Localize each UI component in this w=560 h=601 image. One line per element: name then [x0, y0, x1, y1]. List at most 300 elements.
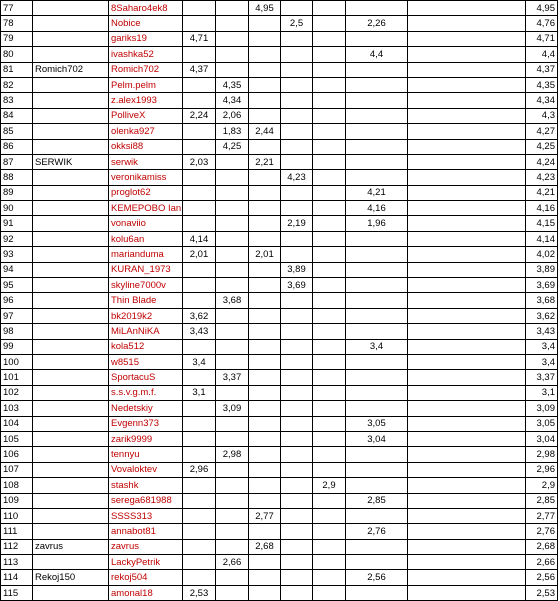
score-cell: [346, 62, 408, 77]
score-cell: [408, 370, 526, 385]
group-cell: Romich702: [33, 62, 109, 77]
score-cell: [346, 170, 408, 185]
score-cell: [281, 478, 313, 493]
table-row: [1, 185, 558, 200]
table-row: [1, 62, 558, 77]
rank-cell: 85: [1, 124, 33, 139]
table-row: [1, 570, 558, 585]
score-cell: [313, 185, 346, 200]
score-cell: 2,26: [346, 16, 408, 31]
score-cell: [216, 1, 249, 16]
score-cell: [313, 416, 346, 431]
player-name-cell: w8515: [109, 354, 183, 369]
score-cell: [281, 93, 313, 108]
score-cell: [183, 370, 216, 385]
table-row: [1, 508, 558, 523]
score-cell: [281, 231, 313, 246]
score-cell: [313, 93, 346, 108]
rank-cell: 110: [1, 508, 33, 523]
group-cell: [33, 508, 109, 523]
table-row: [1, 31, 558, 46]
player-name-cell: LackyPetrik: [109, 555, 183, 570]
score-cell: [281, 77, 313, 92]
score-cell: [281, 524, 313, 539]
group-cell: [33, 124, 109, 139]
total-cell: 4,23: [526, 170, 558, 185]
score-cell: 3,43: [183, 324, 216, 339]
rank-cell: 96: [1, 293, 33, 308]
score-cell: [408, 524, 526, 539]
total-cell: 4,24: [526, 154, 558, 169]
score-cell: [183, 47, 216, 62]
score-cell: 4,71: [183, 31, 216, 46]
player-name-cell: KEMEPOBO Ian: [109, 201, 183, 216]
score-cell: [216, 216, 249, 231]
score-cell: [183, 524, 216, 539]
score-cell: [249, 354, 281, 369]
score-cell: [313, 324, 346, 339]
group-cell: [33, 401, 109, 416]
score-cell: [346, 1, 408, 16]
score-cell: [346, 247, 408, 262]
score-cell: [281, 293, 313, 308]
group-cell: [33, 216, 109, 231]
rank-cell: 88: [1, 170, 33, 185]
score-cell: [216, 462, 249, 477]
rank-cell: 115: [1, 585, 33, 600]
score-cell: [408, 431, 526, 446]
score-cell: [408, 16, 526, 31]
player-name-cell: 8Saharo4ek8: [109, 1, 183, 16]
score-cell: [249, 524, 281, 539]
table-row: [1, 231, 558, 246]
score-cell: 2,03: [183, 154, 216, 169]
group-cell: [33, 1, 109, 16]
score-cell: 1,96: [346, 216, 408, 231]
score-cell: [249, 555, 281, 570]
rank-cell: 114: [1, 570, 33, 585]
score-cell: [216, 154, 249, 169]
score-cell: [249, 431, 281, 446]
player-name-cell: gariks19: [109, 31, 183, 46]
total-cell: 2,66: [526, 555, 558, 570]
player-name-cell: MiLAnNiKA: [109, 324, 183, 339]
rank-cell: 79: [1, 31, 33, 46]
score-cell: 3,62: [183, 308, 216, 323]
score-cell: [408, 278, 526, 293]
total-cell: 4,4: [526, 47, 558, 62]
score-cell: [216, 308, 249, 323]
player-name-cell: PolliveX: [109, 108, 183, 123]
score-cell: 2,21: [249, 154, 281, 169]
score-cell: [249, 170, 281, 185]
table-row: [1, 93, 558, 108]
score-cell: [281, 585, 313, 600]
score-cell: [183, 16, 216, 31]
score-cell: 4,14: [183, 231, 216, 246]
score-cell: [313, 447, 346, 462]
table-row: [1, 47, 558, 62]
player-name-cell: olenka927: [109, 124, 183, 139]
score-cell: [346, 478, 408, 493]
table-row: [1, 339, 558, 354]
score-cell: [216, 324, 249, 339]
player-name-cell: Nobice: [109, 16, 183, 31]
table-row: [1, 247, 558, 262]
rank-cell: 80: [1, 47, 33, 62]
rank-cell: 87: [1, 154, 33, 169]
score-cell: 4,25: [216, 139, 249, 154]
score-cell: [249, 370, 281, 385]
score-cell: 2,56: [346, 570, 408, 585]
group-cell: [33, 524, 109, 539]
score-cell: [183, 293, 216, 308]
score-cell: [408, 124, 526, 139]
player-name-cell: amonal18: [109, 585, 183, 600]
score-cell: [249, 93, 281, 108]
score-cell: [281, 431, 313, 446]
rank-cell: 93: [1, 247, 33, 262]
rank-cell: 109: [1, 493, 33, 508]
group-cell: [33, 201, 109, 216]
score-cell: [313, 62, 346, 77]
score-cell: [346, 262, 408, 277]
score-cell: 4,34: [216, 93, 249, 108]
player-name-cell: Vovaloktev: [109, 462, 183, 477]
score-cell: [313, 508, 346, 523]
score-cell: [216, 431, 249, 446]
score-cell: 2,5: [281, 16, 313, 31]
table-row: [1, 585, 558, 600]
score-cell: [249, 62, 281, 77]
score-cell: [313, 585, 346, 600]
score-cell: [249, 339, 281, 354]
player-name-cell: zarik9999: [109, 431, 183, 446]
group-cell: [33, 278, 109, 293]
score-cell: [408, 401, 526, 416]
score-cell: 2,01: [183, 247, 216, 262]
table-row: [1, 1, 558, 16]
group-cell: [33, 262, 109, 277]
score-cell: [313, 385, 346, 400]
rank-cell: 77: [1, 1, 33, 16]
score-cell: 4,95: [249, 1, 281, 16]
score-cell: [408, 539, 526, 554]
group-cell: [33, 16, 109, 31]
table-row: [1, 401, 558, 416]
score-cell: [408, 77, 526, 92]
table-row: [1, 447, 558, 462]
score-cell: [408, 385, 526, 400]
score-cell: [408, 185, 526, 200]
score-cell: 3,37: [216, 370, 249, 385]
rank-cell: 100: [1, 354, 33, 369]
score-cell: [249, 585, 281, 600]
total-cell: 2,56: [526, 570, 558, 585]
rank-cell: 113: [1, 555, 33, 570]
score-cell: [313, 170, 346, 185]
score-cell: [313, 539, 346, 554]
score-cell: [346, 108, 408, 123]
score-cell: 4,16: [346, 201, 408, 216]
score-cell: 4,35: [216, 77, 249, 92]
score-cell: [216, 16, 249, 31]
score-cell: [281, 154, 313, 169]
total-cell: 2,96: [526, 462, 558, 477]
rank-cell: 89: [1, 185, 33, 200]
group-cell: [33, 293, 109, 308]
table-row: [1, 478, 558, 493]
score-cell: 4,23: [281, 170, 313, 185]
score-cell: [183, 1, 216, 16]
total-cell: 3,69: [526, 278, 558, 293]
score-cell: [408, 216, 526, 231]
score-cell: [346, 231, 408, 246]
player-name-cell: Evgenn373: [109, 416, 183, 431]
group-cell: [33, 416, 109, 431]
score-cell: [281, 447, 313, 462]
rank-cell: 86: [1, 139, 33, 154]
score-cell: [249, 47, 281, 62]
score-cell: [183, 139, 216, 154]
table-row: [1, 77, 558, 92]
player-name-cell: Pelm.pelm: [109, 77, 183, 92]
score-cell: [313, 16, 346, 31]
score-cell: [183, 93, 216, 108]
score-cell: [281, 124, 313, 139]
score-cell: [216, 539, 249, 554]
total-cell: 3,4: [526, 339, 558, 354]
score-cell: [216, 508, 249, 523]
score-cell: [281, 47, 313, 62]
score-cell: [313, 201, 346, 216]
score-cell: [183, 278, 216, 293]
rank-cell: 84: [1, 108, 33, 123]
score-cell: [408, 447, 526, 462]
player-name-cell: serwik: [109, 154, 183, 169]
total-cell: 2,77: [526, 508, 558, 523]
table-row: [1, 539, 558, 554]
score-cell: [183, 216, 216, 231]
score-cell: [346, 585, 408, 600]
rank-cell: 111: [1, 524, 33, 539]
score-cell: [216, 524, 249, 539]
score-cell: [216, 478, 249, 493]
table-row: [1, 216, 558, 231]
rank-cell: 91: [1, 216, 33, 231]
score-cell: 3,04: [346, 431, 408, 446]
score-cell: [313, 370, 346, 385]
total-cell: 3,68: [526, 293, 558, 308]
score-cell: [408, 62, 526, 77]
score-cell: 2,01: [249, 247, 281, 262]
player-name-cell: Thin Blade: [109, 293, 183, 308]
score-cell: [183, 401, 216, 416]
score-cell: [408, 570, 526, 585]
score-cell: 2,24: [183, 108, 216, 123]
rank-cell: 106: [1, 447, 33, 462]
score-cell: [183, 185, 216, 200]
score-cell: 3,68: [216, 293, 249, 308]
total-cell: 3,62: [526, 308, 558, 323]
score-cell: [183, 416, 216, 431]
group-cell: [33, 385, 109, 400]
score-cell: [346, 354, 408, 369]
total-cell: 4,27: [526, 124, 558, 139]
score-cell: [346, 124, 408, 139]
group-cell: [33, 308, 109, 323]
rank-cell: 107: [1, 462, 33, 477]
score-cell: [313, 139, 346, 154]
score-cell: [408, 416, 526, 431]
group-cell: [33, 431, 109, 446]
total-cell: 3,37: [526, 370, 558, 385]
rank-cell: 78: [1, 16, 33, 31]
score-cell: [216, 231, 249, 246]
score-cell: [313, 231, 346, 246]
score-cell: [249, 31, 281, 46]
score-cell: [313, 247, 346, 262]
score-cell: [281, 385, 313, 400]
score-cell: [281, 62, 313, 77]
score-cell: [249, 216, 281, 231]
score-cell: [249, 416, 281, 431]
player-name-cell: kolu6an: [109, 231, 183, 246]
player-name-cell: veronikamiss: [109, 170, 183, 185]
score-cell: [281, 370, 313, 385]
score-cell: [313, 339, 346, 354]
rank-cell: 104: [1, 416, 33, 431]
rank-cell: 112: [1, 539, 33, 554]
score-cell: [313, 1, 346, 16]
score-cell: 4,21: [346, 185, 408, 200]
group-cell: [33, 139, 109, 154]
score-cell: [346, 31, 408, 46]
score-cell: [313, 77, 346, 92]
group-cell: [33, 170, 109, 185]
rank-cell: 98: [1, 324, 33, 339]
score-cell: [346, 293, 408, 308]
score-cell: [281, 31, 313, 46]
score-cell: 3,4: [346, 339, 408, 354]
score-cell: [216, 262, 249, 277]
table-row: [1, 201, 558, 216]
total-cell: 4,15: [526, 216, 558, 231]
score-cell: [408, 108, 526, 123]
player-name-cell: ivashka52: [109, 47, 183, 62]
score-cell: [313, 278, 346, 293]
score-cell: [346, 385, 408, 400]
score-cell: [313, 570, 346, 585]
score-cell: [249, 201, 281, 216]
total-cell: 3,43: [526, 324, 558, 339]
table-row: [1, 139, 558, 154]
player-name-cell: serega681988: [109, 493, 183, 508]
score-cell: [183, 478, 216, 493]
score-cell: 2,44: [249, 124, 281, 139]
score-cell: [249, 231, 281, 246]
score-cell: [346, 93, 408, 108]
score-cell: [249, 308, 281, 323]
group-cell: SERWIK: [33, 154, 109, 169]
total-cell: 4,21: [526, 185, 558, 200]
score-cell: [216, 278, 249, 293]
score-cell: [281, 139, 313, 154]
score-cell: 3,09: [216, 401, 249, 416]
rank-cell: 105: [1, 431, 33, 446]
score-cell: [249, 401, 281, 416]
score-cell: [313, 308, 346, 323]
score-cell: [408, 308, 526, 323]
score-cell: [281, 508, 313, 523]
total-cell: 4,35: [526, 77, 558, 92]
score-cell: [183, 539, 216, 554]
score-cell: [346, 370, 408, 385]
group-cell: [33, 247, 109, 262]
score-cell: [281, 570, 313, 585]
group-cell: [33, 108, 109, 123]
total-cell: 2,53: [526, 585, 558, 600]
score-cell: [183, 262, 216, 277]
score-cell: [346, 278, 408, 293]
player-name-cell: SSSS313: [109, 508, 183, 523]
score-cell: 2,68: [249, 539, 281, 554]
score-cell: [183, 124, 216, 139]
score-cell: [249, 16, 281, 31]
rank-cell: 92: [1, 231, 33, 246]
score-cell: [216, 170, 249, 185]
score-cell: 3,1: [183, 385, 216, 400]
score-cell: [249, 139, 281, 154]
table-row: [1, 354, 558, 369]
score-cell: [216, 247, 249, 262]
group-cell: [33, 555, 109, 570]
player-name-cell: proglot62: [109, 185, 183, 200]
total-cell: 3,4: [526, 354, 558, 369]
score-cell: [313, 108, 346, 123]
score-cell: [216, 354, 249, 369]
score-cell: [408, 47, 526, 62]
rank-cell: 101: [1, 370, 33, 385]
rank-cell: 95: [1, 278, 33, 293]
score-cell: [408, 293, 526, 308]
score-cell: 2,06: [216, 108, 249, 123]
score-cell: [408, 247, 526, 262]
total-cell: 2,98: [526, 447, 558, 462]
score-cell: [249, 185, 281, 200]
score-cell: [313, 431, 346, 446]
score-cell: [408, 324, 526, 339]
group-cell: [33, 339, 109, 354]
score-cell: [408, 585, 526, 600]
score-cell: [408, 31, 526, 46]
score-cell: [346, 324, 408, 339]
rank-cell: 102: [1, 385, 33, 400]
rank-cell: 108: [1, 478, 33, 493]
group-cell: [33, 447, 109, 462]
score-cell: [313, 401, 346, 416]
player-name-cell: skyline7000v: [109, 278, 183, 293]
group-cell: [33, 324, 109, 339]
total-cell: 4,71: [526, 31, 558, 46]
score-cell: 2,9: [313, 478, 346, 493]
score-cell: [216, 201, 249, 216]
table-row: [1, 278, 558, 293]
rank-cell: 97: [1, 308, 33, 323]
score-cell: [346, 308, 408, 323]
group-cell: [33, 478, 109, 493]
group-cell: [33, 462, 109, 477]
